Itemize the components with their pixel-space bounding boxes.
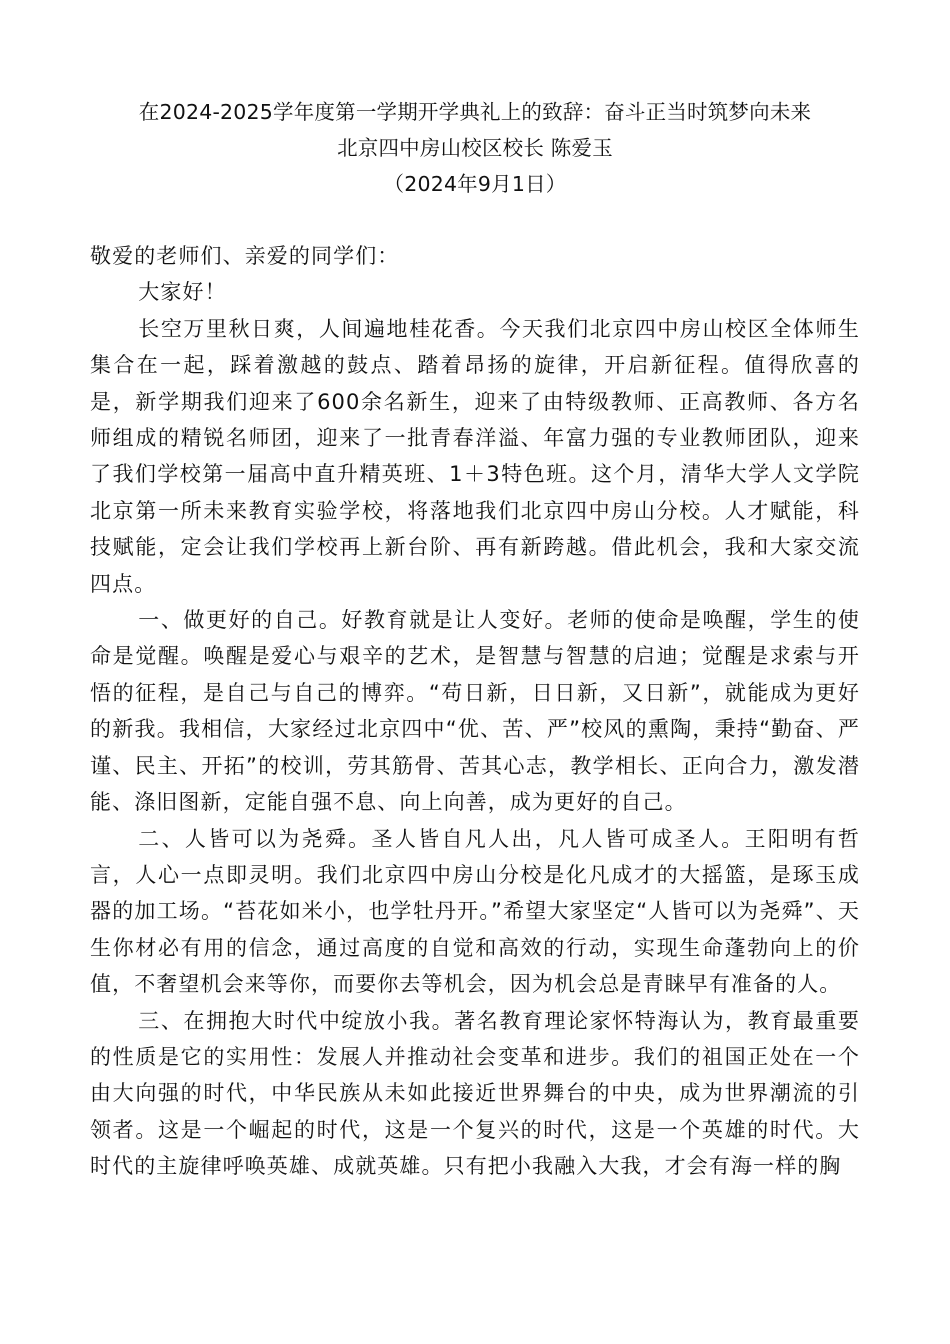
document-body — [90, 238, 860, 1185]
paragraph-point-three: 三、在拥抱大时代中绽放小我。著名教育理论家怀特海认为，教育最重要的性质是它的实用性：发展人并推动社会变革和进步。我们的祖国正处在一个由大向强的时代，中华民族从未如此接近世界舞台的中央，成为世界潮流的引领者。这是一个崛起的时代，这是一个复兴的时代，这是一个英雄的时代。大时代的主旋律呼唤英雄、成就英雄。只有把小我融入大我，才会有海一样的胸 — [90, 1008, 860, 1179]
spacer — [90, 202, 860, 238]
salutation: 敬爱的老师们、亲爱的同学们： — [90, 244, 400, 268]
document-page — [90, 94, 860, 1185]
document-title: 在2024-2025学年度第一学期开学典礼上的致辞：奋斗正当时筑梦向未来 — [138, 100, 812, 124]
paragraph-intro: 长空万里秋日爽，人间遍地桂花香。今天我们北京四中房山校区全体师生集合在一起，踩着激越的鼓点、踏着昂扬的旋律，开启新征程。值得欣喜的是，新学期我们迎来了600余名新生，迎来了由特级教师、正高教师、各方名师组成的精锐名师团，迎来了一批青春洋溢、年富力强的专业教师团队，迎来了我们学校第一届高中直升精英班、1＋3特色班。这个月，清华大学人文学院北京第一所未来教育实验学校，将落地我们北京四中房山分校。人才赋能，科技赋能，定会让我们学校再上新台阶、再有新跨越。借此机会，我和大家交流四点。 — [90, 316, 860, 596]
paragraph-point-one: 一、做更好的自己。好教育就是让人变好。老师的使命是唤醒，学生的使命是觉醒。唤醒是爱心与艰辛的艺术，是智慧与智慧的启迪；觉醒是求索与开悟的征程，是自己与自己的博弈。“苟日新，日日新，又日新”，就能成为更好的新我。我相信，大家经过北京四中“优、苦、严”校风的熏陶，秉持“勤奋、严谨、民主、开拓”的校训，劳其筋骨、苦其心志，教学相长、正向合力，激发潜能、涤旧图新，定能自强不息、向上向善，成为更好的自己。 — [90, 608, 860, 815]
paragraph-point-two: 二、人皆可以为尧舜。圣人皆自凡人出，凡人皆可成圣人。王阳明有哲言，人心一点即灵明。我们北京四中房山分校是化凡成才的大摇篮，是琢玉成器的加工场。“苔花如米小，也学牡丹开。”希望大家坚定“人皆可以为尧舜”、天生你材必有用的信念，通过高度的自觉和高效的行动，实现生命蓬勃向上的价值，不奢望机会来等你，而要你去等机会，因为机会总是青睐早有准备的人。 — [90, 826, 860, 997]
date-line: （2024年9月1日） — [383, 172, 567, 196]
title-block — [90, 94, 860, 202]
greeting: 大家好！ — [138, 280, 227, 305]
author-line: 北京四中房山校区校长 陈爱玉 — [337, 136, 613, 160]
